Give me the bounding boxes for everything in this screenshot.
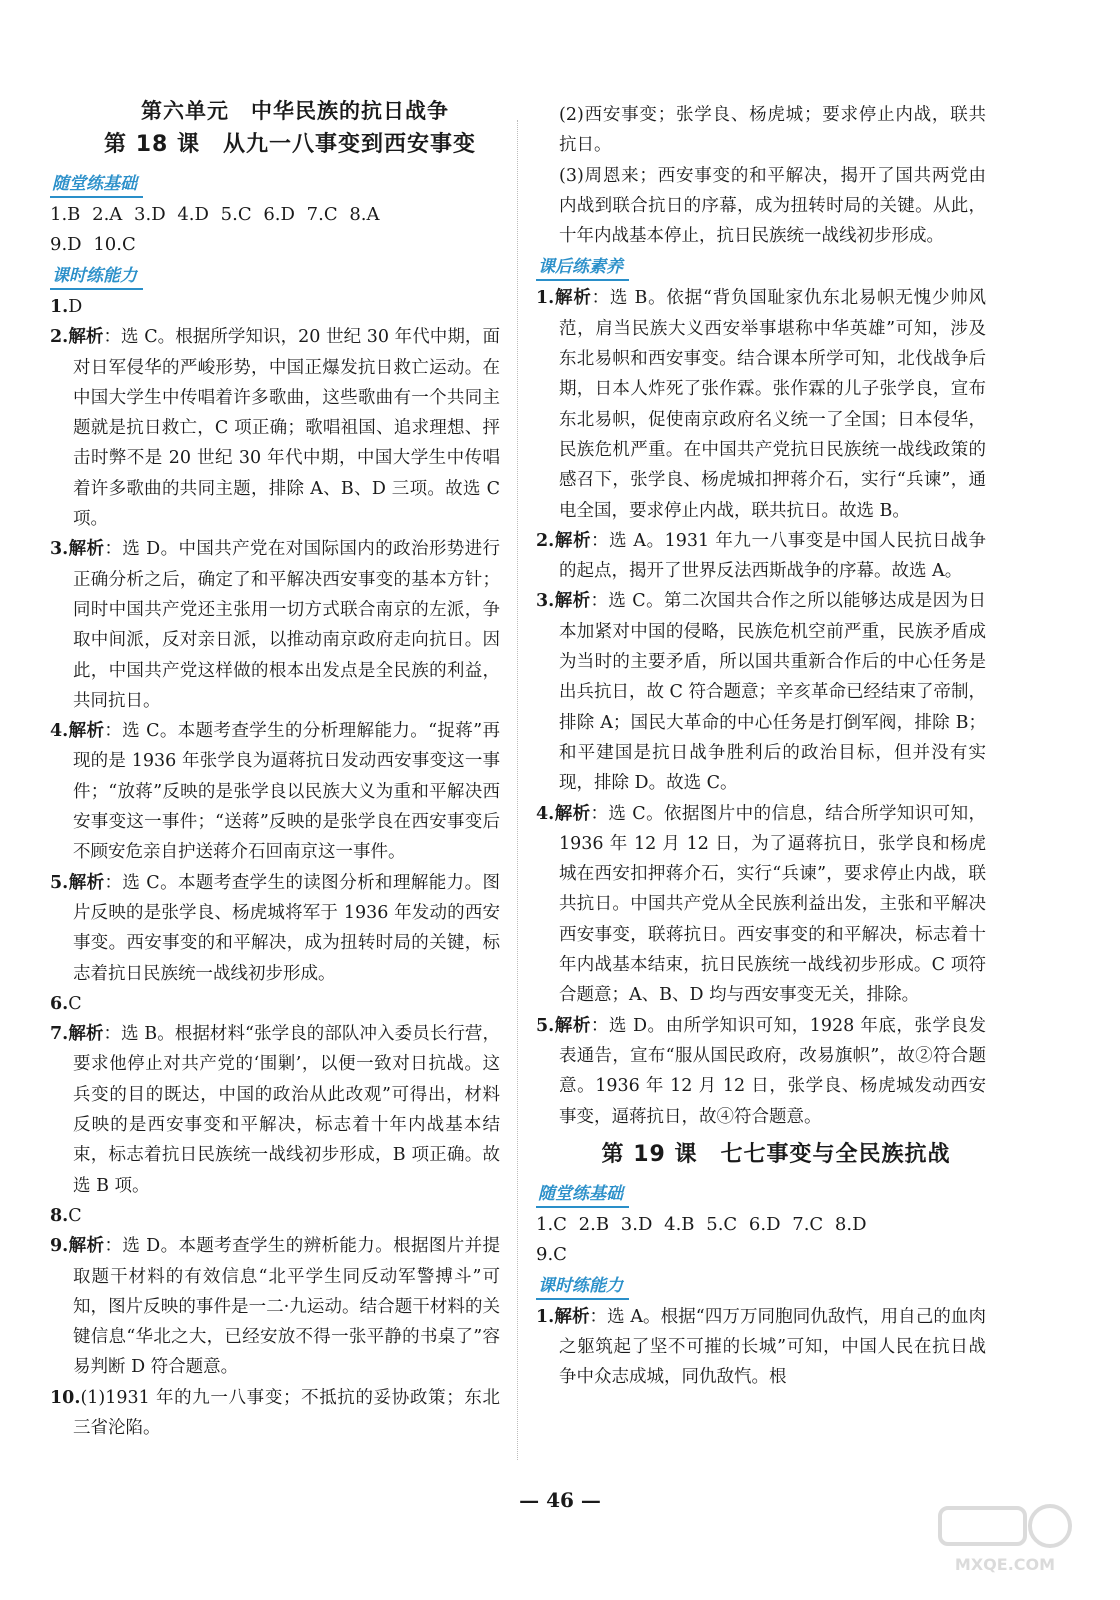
question-number: 5.	[536, 1015, 555, 1036]
lesson-18-title: 第 18 课 从九一八事变到西安事变	[104, 132, 476, 157]
question-number: 1.	[536, 1306, 555, 1327]
page-number: — 46 —	[519, 1488, 601, 1512]
question-text: ：选 C。依据图片中的信息，结合所学知识可知，1936 年 12 月 12 日，为了逼蒋抗日，张学良和杨虎城在西安扣押蒋介石，实行“兵谏”，要求停止内战，联共抗日。中国共产党从全民族利益出发，主张和平解决西安事变，联蒋抗日。西安事变的和平解决，标志着十年内战基本结束，抗日民族统一战线初步形成。C 项符合题意；A、B、D 均与西安事变无关，排除。	[559, 803, 987, 1006]
question-number: 8.	[50, 1205, 69, 1226]
question-item	[50, 1201, 500, 1231]
question-item	[50, 1019, 500, 1201]
question-number: 10.	[50, 1387, 81, 1408]
analysis-label: 解析	[68, 327, 104, 348]
question-item	[50, 868, 500, 989]
question-text: C	[68, 993, 82, 1014]
question-item	[536, 1302, 986, 1393]
answer-line: 1.B 2.A 3.D 4.D 5.C 6.D 7.C 8.A	[50, 204, 380, 225]
l19-section-basic-label: 随堂练基础	[536, 1182, 629, 1208]
analysis-label: 解析	[68, 721, 105, 742]
question-number: 2.	[536, 530, 555, 551]
question-text: ：选 B。依据“背负国耻家仇东北易帜无愧少帅风范，肩当民族大义西安举事堪称中华英雄”可知，涉及东北易帜和西安事变。结合课本所学可知，北伐战争后期，日本人炸死了张作霖。张作霖的儿子张学良，宣布东北易帜，促使南京政府名义统一了全国；日本侵华，民族危机严重。在中国共产党抗日民族统一战线政策的感召下，张学良、杨虎城扣押蒋介石，实行“兵谏”，通电全国，要求停止内战，联共抗日。故选 B。	[559, 288, 986, 521]
question-number: 1.	[536, 288, 555, 309]
column-divider	[517, 120, 518, 1460]
question-text: C	[68, 1205, 82, 1226]
question-text: ：选 D。由所学知识可知，1928 年底，张学良发表通告，宣布“服从国民政府，改易旗帜”，故②符合题意。1936 年 12 月 12 日，张学良、杨虎城发动西安事变，逼蒋抗日，故④符合题意。	[559, 1015, 986, 1127]
answer-line: 1.C 2.B 3.D 4.B 5.C 6.D 7.C 8.D	[536, 1213, 867, 1235]
question-item	[536, 586, 986, 798]
question-text: ：选 C。本题考查学生的分析理解能力。“捉蒋”再现的是 1936 年张学良为逼蒋抗日发动西安事变这一事件；“放蒋”反映的是张学良以民族大义为重和平解决西安事变这一事件；“送蒋”反映的是张学良在西安事变后不顾安危亲自护送蒋介石回南京这一事件。	[73, 721, 500, 863]
q10-part3: (3)周恩来；西安事变的和平解决，揭开了国共两党由内战到联合抗日的序幕，成为扭转时局的关键。从此，十年内战基本停止，抗日民族统一战线初步形成。	[559, 165, 986, 247]
question-text: ：选 B。根据材料“张学良的部队冲入委员长行营，要求他停止对共产党的‘围剿’，以便一致对日抗战。这兵变的目的既达，中国的政治从此改观”可得出，材料反映的是西安事变和平解决，标志着十年内战基本结束，标志着抗日民族统一战线初步形成，B 项正确。故选 B 项。	[73, 1024, 500, 1196]
unit-title: 第六单元 中华民族的抗日战争	[141, 99, 449, 123]
question-text: ：选 C。第二次国共合作之所以能够达成是因为日本加紧对中国的侵略，民族危机空前严重，民族矛盾成为当时的主要矛盾，所以国共重新合作后的中心任务是出兵抗日，故 C 符合题意；辛亥革命已经结束了帝制，排除 A；国民大革命的中心任务是打倒军阀，排除 B；和平建国是抗日战争胜利后的政治目标，但并没有实现，排除 D。故选 C。	[559, 591, 987, 794]
analysis-label: 解析	[68, 539, 105, 560]
question-text: ：选 D。本题考查学生的辨析能力。根据图片并提取题干材料的有效信息“北平学生同反动军警搏斗”可知，图片反映的事件是一二·九运动。结合题干材料的关键信息“华北之大，已经安放不得一张平静的书桌了”容易判断 D 符合题意。	[73, 1236, 500, 1378]
analysis-label: 解析	[554, 1015, 591, 1036]
question-text: D	[68, 297, 83, 317]
right-column	[536, 100, 986, 1393]
l18-section-ability-label: 课时练能力	[50, 264, 143, 290]
question-text: ：选 A。1931 年九一八事变是中国人民抗日战争的起点，揭开了世界反法西斯战争的序幕。故选 A。	[559, 530, 986, 582]
question-number: 4.	[50, 721, 69, 742]
q10-part2: (2)西安事变；张学良、杨虎城；要求停止内战，联共抗日。	[559, 105, 986, 156]
question-number: 6.	[50, 993, 69, 1014]
question-number: 5.	[50, 872, 69, 893]
l18-basic-answers	[50, 200, 500, 260]
svg-text:MXQE.COM: MXQE.COM	[954, 1555, 1056, 1574]
question-item	[50, 716, 500, 867]
question-item	[50, 292, 500, 322]
l18-literacy-list	[536, 283, 986, 1131]
l19-ability-list	[536, 1302, 986, 1393]
question-item	[50, 534, 500, 716]
question-text: ：选 C。本题考查学生的读图分析和理解能力。图片反映的是张学良、杨虎城将军于 1936 年发动的西安事变。西安事变的和平解决，成为扭转时局的关键，标志着抗日民族统一战线初步形成。	[73, 872, 501, 984]
analysis-label: 解析	[68, 872, 105, 893]
l19-section-ability-label: 课时练能力	[536, 1274, 629, 1300]
question-text: ：选 C。根据所学知识，20 世纪 30 年代中期，面对日军侵华的严峻形势，中国正爆发抗日救亡运动。在中国大学生中传唱着许多歌曲，这些歌曲有一个共同主题就是抗日救亡，C 项正确；歌唱祖国、追求理想、抨击时弊不是 20 世纪 30 年代中期，中国大学生中传唱着许多歌曲的共同主题，排除 A、B、D 三项。故选 C 项。	[73, 327, 500, 530]
question-text: ：选 D。中国共产党在对国际国内的政治形势进行正确分析之后，确定了和平解决西安事变的基本方针；同时中国共产党还主张用一切方式联合南京的左派，争取中间派，反对亲日派，以推动南京政府走向抗日。因此，中国共产党这样做的根本出发点是全民族的利益，共同抗日。	[73, 539, 500, 711]
question-item	[50, 989, 500, 1019]
question-number: 3.	[50, 539, 69, 560]
question-item	[536, 799, 986, 1011]
question-number: 2.	[50, 327, 69, 348]
question-number: 7.	[50, 1024, 69, 1045]
analysis-label: 解析	[554, 591, 591, 612]
analysis-label: 解析	[68, 1024, 104, 1045]
question-item	[536, 1011, 986, 1132]
analysis-label: 解析	[68, 1236, 105, 1257]
answer-line: 9.D 10.C	[50, 234, 136, 255]
question-item	[536, 283, 986, 525]
question-number: 4.	[536, 803, 555, 824]
left-column	[50, 96, 500, 1443]
question-number: 1.	[50, 297, 69, 317]
analysis-label: 解析	[554, 1306, 590, 1327]
question-text: (1)1931 年的九一八事变；不抵抗的妥协政策；东北三省沦陷。	[73, 1387, 500, 1438]
l18-section-literacy-label: 课后练素养	[536, 255, 629, 281]
question-item	[50, 322, 500, 534]
question-number: 9.	[50, 1236, 69, 1257]
question-item	[536, 526, 986, 587]
l19-basic-answers	[536, 1210, 986, 1270]
question-item	[50, 1383, 500, 1444]
watermark-logo	[930, 1498, 1080, 1578]
l18-section-basic-label: 随堂练基础	[50, 172, 143, 198]
lesson-19-title: 第 19 课 七七事变与全民族抗战	[601, 1141, 951, 1167]
question-text: ：选 A。根据“四万万同胞同仇敌忾，用自己的血肉之躯筑起了坚不可摧的长城”可知，中国人民在抗日战争中众志成城，同仇敌忾。根	[559, 1306, 987, 1388]
l18-ability-list	[50, 292, 500, 1443]
analysis-label: 解析	[554, 288, 592, 309]
analysis-label: 解析	[554, 530, 592, 551]
analysis-label: 解析	[554, 803, 591, 824]
answer-line: 9.C	[536, 1243, 567, 1265]
question-number: 3.	[536, 591, 555, 612]
question-item	[50, 1231, 500, 1382]
